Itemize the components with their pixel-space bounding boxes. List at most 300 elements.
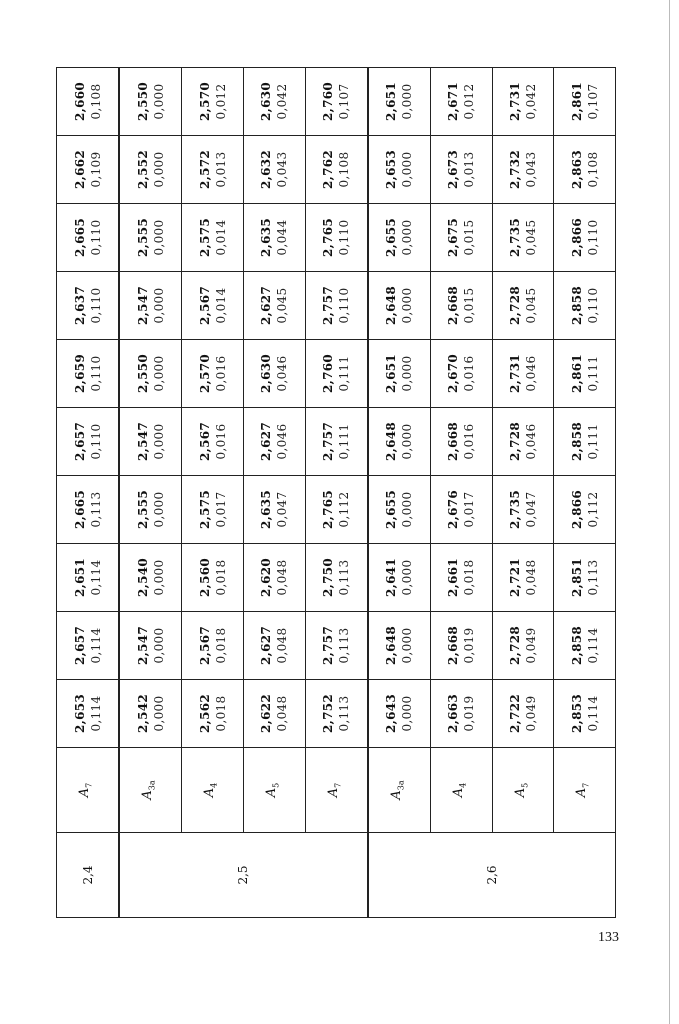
primary-value: 2,668 [446, 285, 461, 326]
mode-cell [368, 748, 431, 833]
primary-value: 2,762 [321, 149, 336, 190]
primary-value: 2,622 [259, 693, 274, 734]
primary-value: 2,575 [197, 489, 212, 530]
secondary-value: 0,110 [337, 219, 352, 256]
page-number: 133 [598, 930, 619, 945]
group-cell: 2,4 [57, 833, 120, 918]
value-cell [57, 204, 120, 272]
value-cell [182, 68, 244, 136]
secondary-value: 0,042 [275, 83, 290, 120]
primary-value: 2,757 [321, 285, 336, 326]
secondary-value: 0,110 [88, 355, 103, 392]
table-row [430, 68, 492, 918]
value-cell [119, 204, 182, 272]
mode-subscript: 4 [458, 782, 468, 788]
mode-subscript: 7 [333, 782, 343, 788]
mode-cell [182, 748, 244, 833]
value-cell [430, 408, 492, 476]
secondary-value: 0,016 [213, 423, 228, 460]
primary-value: 2,750 [321, 557, 336, 598]
value-cell [182, 204, 244, 272]
primary-value: 2,567 [197, 625, 212, 666]
secondary-value: 0,108 [88, 83, 103, 120]
primary-value: 2,635 [259, 217, 274, 258]
value-cell [182, 340, 244, 408]
secondary-value: 0,043 [275, 151, 290, 188]
value-cell [492, 544, 554, 612]
mode-cell [119, 748, 182, 833]
primary-value: 2,676 [446, 489, 461, 530]
value-cell [305, 612, 368, 680]
value-cell [492, 408, 554, 476]
primary-value: 2,858 [569, 285, 584, 326]
value-cell [243, 680, 305, 748]
value-cell [305, 476, 368, 544]
value-cell [492, 340, 554, 408]
mode-letter: A [140, 790, 156, 800]
secondary-value: 0,048 [275, 695, 290, 732]
primary-value: 2,765 [321, 217, 336, 258]
secondary-value: 0,113 [337, 627, 352, 664]
secondary-value: 0,046 [275, 423, 290, 460]
value-cell [182, 136, 244, 204]
primary-value: 2,648 [384, 285, 399, 326]
value-cell [119, 476, 182, 544]
value-cell [492, 612, 554, 680]
value-cell [368, 340, 431, 408]
primary-value: 2,648 [384, 625, 399, 666]
secondary-value: 0,016 [213, 355, 228, 392]
secondary-value: 0,114 [585, 695, 600, 732]
secondary-value: 0,000 [400, 491, 415, 528]
value-cell [182, 612, 244, 680]
secondary-value: 0,000 [400, 695, 415, 732]
secondary-value: 0,000 [400, 83, 415, 120]
primary-value: 2,858 [569, 625, 584, 666]
value-cell [119, 612, 182, 680]
primary-value: 2,660 [72, 81, 87, 122]
value-cell [554, 68, 616, 136]
secondary-value: 0,044 [275, 219, 290, 256]
primary-value: 2,550 [135, 81, 150, 122]
secondary-value: 0,110 [337, 287, 352, 324]
value-cell [243, 408, 305, 476]
secondary-value: 0,114 [88, 627, 103, 664]
mode-letter: A [77, 787, 93, 798]
secondary-value: 0,000 [400, 627, 415, 664]
value-cell [554, 340, 616, 408]
primary-value: 2,728 [507, 285, 522, 326]
value-cell [119, 680, 182, 748]
mode-letter: A [450, 787, 466, 798]
secondary-value: 0,049 [523, 695, 538, 732]
primary-value: 2,728 [507, 625, 522, 666]
primary-value: 2,657 [72, 625, 87, 666]
primary-value: 2,632 [259, 149, 274, 190]
secondary-value: 0,114 [585, 627, 600, 664]
value-cell [554, 272, 616, 340]
table-row [243, 68, 305, 918]
table-row [492, 68, 554, 918]
primary-value: 2,728 [507, 421, 522, 462]
primary-value: 2,550 [135, 353, 150, 394]
value-cell [182, 680, 244, 748]
value-cell [57, 272, 120, 340]
secondary-value: 0,111 [337, 423, 352, 460]
primary-value: 2,663 [446, 693, 461, 734]
value-cell [57, 136, 120, 204]
value-cell [430, 680, 492, 748]
value-cell [368, 272, 431, 340]
value-cell [57, 476, 120, 544]
value-cell [492, 476, 554, 544]
mode-cell [243, 748, 305, 833]
mode-subscript: 7 [84, 782, 94, 788]
primary-value: 2,630 [259, 81, 274, 122]
mode-letter: A [389, 790, 405, 800]
primary-value: 2,643 [384, 693, 399, 734]
primary-value: 2,627 [259, 625, 274, 666]
primary-value: 2,722 [507, 693, 522, 734]
value-cell [305, 204, 368, 272]
value-cell [368, 612, 431, 680]
secondary-value: 0,048 [275, 627, 290, 664]
primary-value: 2,732 [507, 149, 522, 190]
primary-value: 2,731 [507, 353, 522, 394]
primary-value: 2,668 [446, 421, 461, 462]
secondary-value: 0,018 [213, 559, 228, 596]
primary-value: 2,665 [72, 489, 87, 530]
mode-subscript: 5 [271, 782, 281, 788]
value-cell [57, 68, 120, 136]
secondary-value: 0,015 [462, 219, 477, 256]
value-cell [57, 408, 120, 476]
primary-value: 2,547 [135, 285, 150, 326]
value-cell [554, 476, 616, 544]
primary-value: 2,735 [507, 217, 522, 258]
value-cell [430, 136, 492, 204]
secondary-value: 0,047 [275, 491, 290, 528]
secondary-value: 0,111 [585, 423, 600, 460]
secondary-value: 0,110 [585, 287, 600, 324]
primary-value: 2,863 [569, 149, 584, 190]
rotated-table-wrapper [56, 68, 616, 918]
mode-cell [492, 748, 554, 833]
secondary-value: 0,045 [523, 219, 538, 256]
secondary-value: 0,000 [151, 287, 166, 324]
secondary-value: 0,018 [462, 559, 477, 596]
primary-value: 2,752 [321, 693, 336, 734]
value-cell [119, 340, 182, 408]
value-cell [554, 544, 616, 612]
value-cell [57, 340, 120, 408]
primary-value: 2,659 [72, 353, 87, 394]
primary-value: 2,570 [197, 353, 212, 394]
value-cell [430, 476, 492, 544]
secondary-value: 0,113 [585, 559, 600, 596]
primary-value: 2,655 [384, 217, 399, 258]
primary-value: 2,630 [259, 353, 274, 394]
secondary-value: 0,046 [523, 355, 538, 392]
primary-value: 2,572 [197, 149, 212, 190]
value-cell [119, 544, 182, 612]
value-cell [368, 544, 431, 612]
primary-value: 2,655 [384, 489, 399, 530]
secondary-value: 0,000 [151, 355, 166, 392]
primary-value: 2,760 [321, 353, 336, 394]
secondary-value: 0,012 [462, 83, 477, 120]
primary-value: 2,542 [135, 693, 150, 734]
primary-value: 2,853 [569, 693, 584, 734]
secondary-value: 0,042 [523, 83, 538, 120]
primary-value: 2,547 [135, 421, 150, 462]
secondary-value: 0,109 [88, 151, 103, 188]
value-cell [430, 340, 492, 408]
primary-value: 2,547 [135, 625, 150, 666]
value-cell [57, 544, 120, 612]
primary-value: 2,651 [384, 353, 399, 394]
table-row [119, 68, 182, 918]
secondary-value: 0,018 [213, 695, 228, 732]
value-cell [368, 408, 431, 476]
primary-value: 2,555 [135, 217, 150, 258]
value-cell [368, 476, 431, 544]
secondary-value: 0,000 [151, 559, 166, 596]
value-cell [430, 612, 492, 680]
mode-cell [57, 748, 120, 833]
primary-value: 2,675 [446, 217, 461, 258]
value-cell [119, 136, 182, 204]
primary-value: 2,866 [569, 489, 584, 530]
secondary-value: 0,017 [462, 491, 477, 528]
primary-value: 2,661 [446, 557, 461, 598]
value-cell [305, 340, 368, 408]
primary-value: 2,721 [507, 557, 522, 598]
secondary-value: 0,110 [88, 423, 103, 460]
secondary-value: 0,019 [462, 627, 477, 664]
primary-value: 2,648 [384, 421, 399, 462]
primary-value: 2,671 [446, 81, 461, 122]
secondary-value: 0,014 [213, 287, 228, 324]
primary-value: 2,731 [507, 81, 522, 122]
secondary-value: 0,114 [88, 559, 103, 596]
value-cell [368, 68, 431, 136]
primary-value: 2,765 [321, 489, 336, 530]
secondary-value: 0,000 [400, 219, 415, 256]
secondary-value: 0,111 [337, 355, 352, 392]
primary-value: 2,560 [197, 557, 212, 598]
value-cell [243, 204, 305, 272]
secondary-value: 0,112 [585, 491, 600, 528]
value-cell [430, 204, 492, 272]
table-row [182, 68, 244, 918]
mode-letter: A [263, 787, 279, 798]
value-cell [182, 544, 244, 612]
secondary-value: 0,015 [462, 287, 477, 324]
value-cell [119, 272, 182, 340]
value-cell [492, 204, 554, 272]
primary-value: 2,757 [321, 625, 336, 666]
value-cell [554, 136, 616, 204]
secondary-value: 0,000 [151, 151, 166, 188]
data-table [56, 67, 616, 918]
primary-value: 2,641 [384, 557, 399, 598]
table-row [57, 68, 120, 918]
value-cell [305, 680, 368, 748]
secondary-value: 0,000 [151, 219, 166, 256]
secondary-value: 0,013 [462, 151, 477, 188]
mode-cell [554, 748, 616, 833]
secondary-value: 0,048 [275, 559, 290, 596]
value-cell [368, 204, 431, 272]
value-cell [243, 68, 305, 136]
value-cell [119, 408, 182, 476]
secondary-value: 0,016 [462, 355, 477, 392]
primary-value: 2,861 [569, 353, 584, 394]
value-cell [492, 68, 554, 136]
value-cell [368, 136, 431, 204]
secondary-value: 0,110 [88, 287, 103, 324]
primary-value: 2,665 [72, 217, 87, 258]
secondary-value: 0,000 [151, 491, 166, 528]
secondary-value: 0,000 [151, 423, 166, 460]
secondary-value: 0,017 [213, 491, 228, 528]
secondary-value: 0,112 [337, 491, 352, 528]
primary-value: 2,552 [135, 149, 150, 190]
mode-subscript: 4 [209, 782, 219, 788]
secondary-value: 0,113 [337, 695, 352, 732]
secondary-value: 0,045 [523, 287, 538, 324]
table-row [305, 68, 368, 918]
primary-value: 2,575 [197, 217, 212, 258]
primary-value: 2,567 [197, 421, 212, 462]
value-cell [243, 340, 305, 408]
secondary-value: 0,000 [151, 627, 166, 664]
secondary-value: 0,107 [585, 83, 600, 120]
mode-letter: A [512, 787, 528, 798]
primary-value: 2,562 [197, 693, 212, 734]
mode-subscript: 3a [396, 780, 406, 791]
primary-value: 2,851 [569, 557, 584, 598]
secondary-value: 0,000 [400, 151, 415, 188]
primary-value: 2,760 [321, 81, 336, 122]
secondary-value: 0,111 [585, 355, 600, 392]
mode-subscript: 3a [147, 780, 157, 791]
value-cell [57, 612, 120, 680]
value-cell [57, 680, 120, 748]
secondary-value: 0,018 [213, 627, 228, 664]
value-cell [492, 272, 554, 340]
secondary-value: 0,114 [88, 695, 103, 732]
value-cell [430, 272, 492, 340]
primary-value: 2,662 [72, 149, 87, 190]
secondary-value: 0,110 [585, 219, 600, 256]
value-cell [243, 136, 305, 204]
page-edge-line [669, 0, 670, 1024]
value-cell [492, 136, 554, 204]
mode-subscript: 7 [581, 782, 591, 788]
value-cell [243, 272, 305, 340]
primary-value: 2,673 [446, 149, 461, 190]
secondary-value: 0,113 [88, 491, 103, 528]
primary-value: 2,540 [135, 557, 150, 598]
value-cell [119, 68, 182, 136]
primary-value: 2,555 [135, 489, 150, 530]
primary-value: 2,735 [507, 489, 522, 530]
secondary-value: 0,047 [523, 491, 538, 528]
primary-value: 2,866 [569, 217, 584, 258]
primary-value: 2,653 [384, 149, 399, 190]
secondary-value: 0,014 [213, 219, 228, 256]
primary-value: 2,858 [569, 421, 584, 462]
secondary-value: 0,000 [151, 695, 166, 732]
value-cell [554, 680, 616, 748]
primary-value: 2,651 [384, 81, 399, 122]
secondary-value: 0,107 [337, 83, 352, 120]
primary-value: 2,570 [197, 81, 212, 122]
primary-value: 2,635 [259, 489, 274, 530]
secondary-value: 0,110 [88, 219, 103, 256]
table-row [368, 68, 431, 918]
value-cell [305, 272, 368, 340]
mode-subscript: 5 [520, 782, 530, 788]
secondary-value: 0,046 [275, 355, 290, 392]
table-row [554, 68, 616, 918]
value-cell [305, 544, 368, 612]
secondary-value: 0,013 [213, 151, 228, 188]
primary-value: 2,653 [72, 693, 87, 734]
secondary-value: 0,012 [213, 83, 228, 120]
mode-cell [305, 748, 368, 833]
value-cell [554, 612, 616, 680]
secondary-value: 0,000 [400, 559, 415, 596]
value-cell [243, 544, 305, 612]
primary-value: 2,668 [446, 625, 461, 666]
value-cell [492, 680, 554, 748]
mode-letter: A [202, 787, 218, 798]
group-cell: 2,6 [368, 833, 616, 918]
secondary-value: 0,046 [523, 423, 538, 460]
secondary-value: 0,043 [523, 151, 538, 188]
mode-cell [430, 748, 492, 833]
secondary-value: 0,000 [400, 423, 415, 460]
value-cell [368, 680, 431, 748]
primary-value: 2,567 [197, 285, 212, 326]
value-cell [554, 204, 616, 272]
primary-value: 2,627 [259, 285, 274, 326]
primary-value: 2,670 [446, 353, 461, 394]
secondary-value: 0,000 [400, 287, 415, 324]
secondary-value: 0,108 [337, 151, 352, 188]
value-cell [243, 476, 305, 544]
primary-value: 2,637 [72, 285, 87, 326]
primary-value: 2,657 [72, 421, 87, 462]
value-cell [182, 408, 244, 476]
group-cell: 2,5 [119, 833, 368, 918]
value-cell [243, 612, 305, 680]
value-cell [182, 272, 244, 340]
secondary-value: 0,113 [337, 559, 352, 596]
primary-value: 2,620 [259, 557, 274, 598]
mode-letter: A [574, 787, 590, 798]
value-cell [305, 408, 368, 476]
secondary-value: 0,016 [462, 423, 477, 460]
secondary-value: 0,048 [523, 559, 538, 596]
secondary-value: 0,045 [275, 287, 290, 324]
value-cell [182, 476, 244, 544]
primary-value: 2,651 [72, 557, 87, 598]
secondary-value: 0,000 [400, 355, 415, 392]
